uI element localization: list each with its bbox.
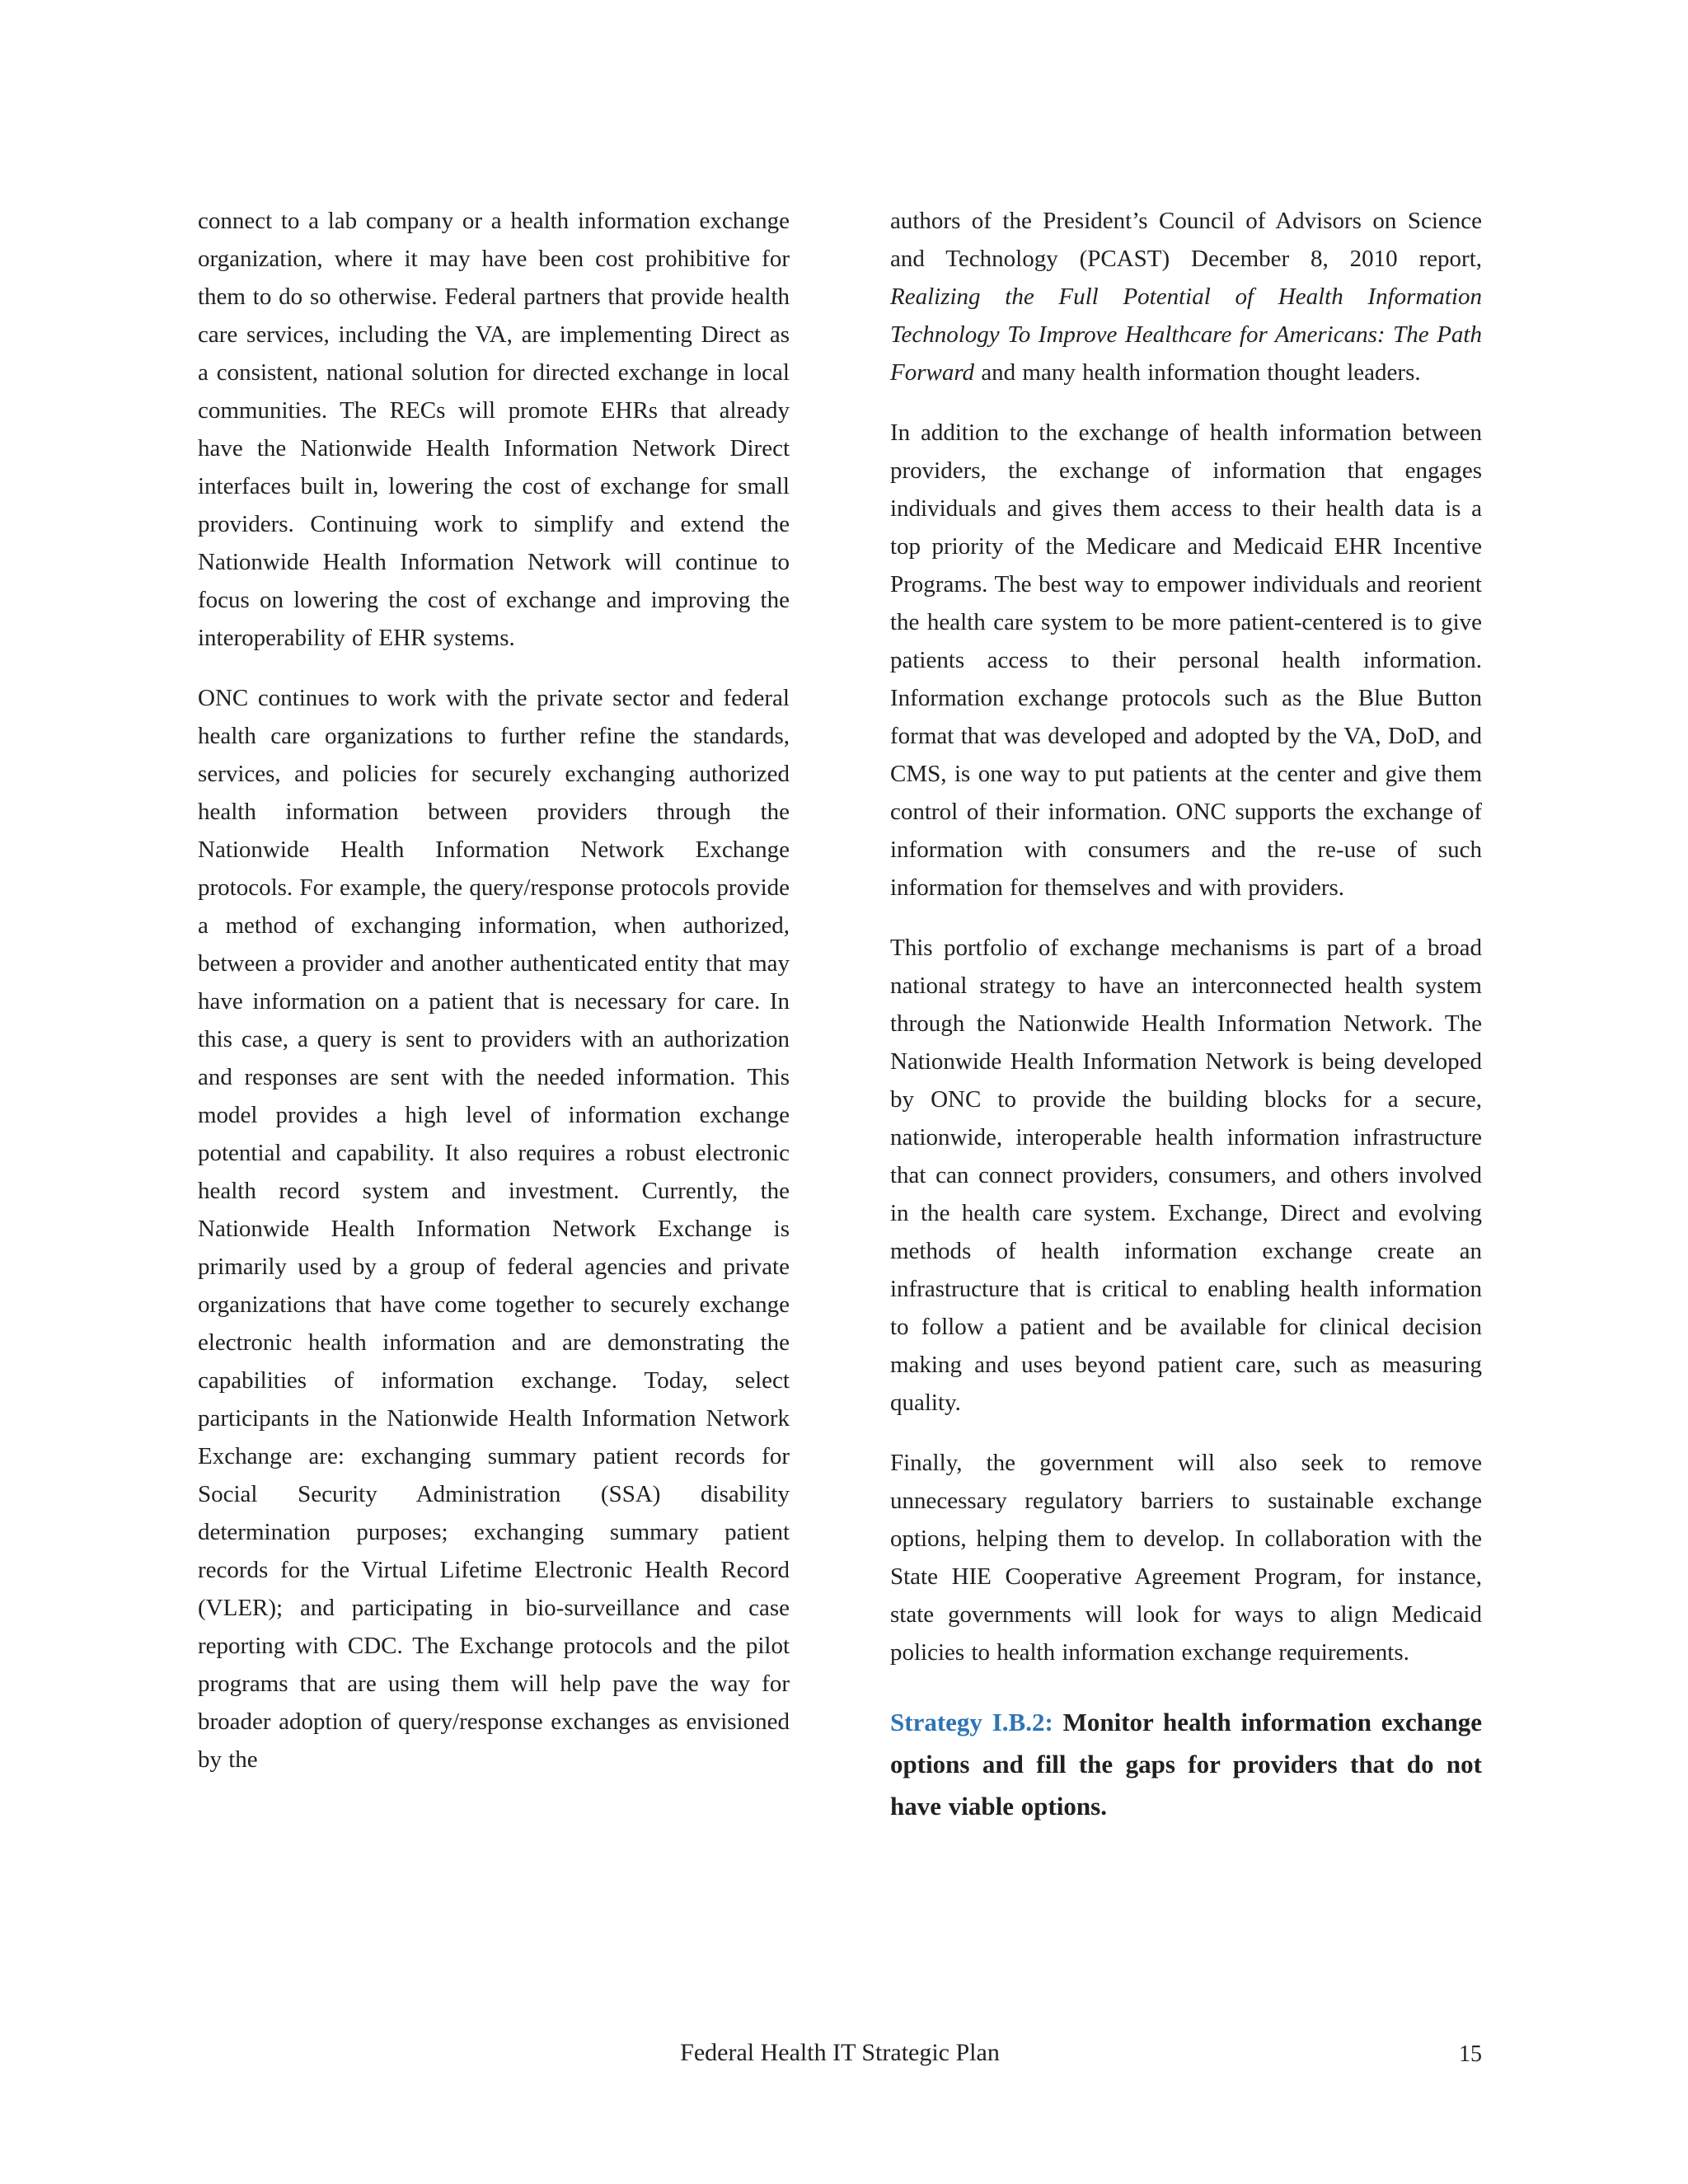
- footer-title: Federal Health IT Strategic Plan: [680, 2039, 1000, 2066]
- paragraph: In addition to the exchange of health information between providers, the exchange of information that engages individuals and gives them access to their health data is a top priority of the Medicare and Medicaid EHR Incentive Programs. The best way to empower individuals and reorient the health care system to be more patient-centered is to give patients access to their personal health information. Information exchange protocols such as the Blue Button format that was developed and adopted by the VA, DoD, and CMS, is one way to put patients at the center and give them control of their information. ONC supports the exchange of information with consumers and the re-use of such information for themselves and with providers.: [890, 419, 1482, 901]
- paragraph-text: and many health information thought leaders.: [974, 359, 1421, 386]
- strategy-label: Strategy I.B.2:: [890, 1708, 1053, 1736]
- paragraph: This portfolio of exchange mechanisms is part of a broad national strategy to have an interconnected health system through the Nationwide Health Information Network. The Nationwide Health Information Network is being developed by ONC to provide the building blocks for a secure, nationwide, interoperable health information infrastructure that can connect providers, consumers, and others involved in the health care system. Exchange, Direct and evolving methods of health information exchange create an infrastructure that is critical to enabling health information to follow a patient and be available for clinical decision making and uses beyond patient care, such as measuring quality.: [890, 935, 1482, 1416]
- strategy-text: Monitor health information exchange options and fill the gaps for providers that do not have viable options.: [890, 1708, 1482, 1821]
- right-column: [890, 202, 1482, 1849]
- footer: [198, 2037, 1482, 2069]
- left-column: [198, 202, 790, 1849]
- page-number: 15: [1459, 2041, 1482, 2067]
- paragraph: ONC continues to work with the private sector and federal health care organizations to further refine the standards, services, and policies for securely exchanging authorized health information between providers through the Nationwide Health Information Network Exchange protocols. For example, the query/response protocols provide a method of exchanging information, when authorized, between a provider and another authenticated entity that may have information on a patient that is necessary for care. In this case, a query is sent to providers with an authorization and responses are sent with the needed information. This model provides a high level of information exchange potential and capability. It also requires a robust electronic health record system and investment. Currently, the Nationwide Health Information Network Exchange is primarily used by a group of federal agencies and private organizations that have come together to securely exchange electronic health information and are demonstrating the capabilities of information exchange. Today, select participants in the Nationwide Health Information Network Exchange are: exchanging summary patient records for Social Security Administration (SSA) disability determination purposes; exchanging summary patient records for the Virtual Lifetime Electronic Health Record (VLER); and participating in bio-surveillance and case reporting with CDC. The Exchange protocols and the pilot programs that are using them will help pave the way for broader adoption of query/response exchanges as envisioned by the: [198, 685, 790, 1773]
- paragraph: [890, 202, 1482, 391]
- paragraph: connect to a lab company or a health information exchange organization, where it may have been cost prohibitive for them to do so otherwise. Federal partners that provide health care services, including the VA, are implementing Direct as a consistent, national solution for directed exchange in local communities. The RECs will promote EHRs that already have the Nationwide Health Information Network Direct interfaces built in, lowering the cost of exchange for small providers. Continuing work to simplify and extend the Nationwide Health Information Network will continue to focus on lowering the cost of exchange and improving the interoperability of EHR systems.: [198, 208, 790, 651]
- paragraph: Finally, the government will also seek to remove unnecessary regulatory barriers to sustainable exchange options, helping them to develop. In collaboration with the State HIE Cooperative Agreement Program, for instance, state governments will look for ways to align Medicaid policies to health information exchange requirements.: [890, 1450, 1482, 1666]
- report-title-italic: Realizing the Full Potential of Health Information Technology To Improve Healthcare for Americans: The Path Forward: [890, 284, 1482, 386]
- paragraph-text: authors of the President’s Council of Advisors on Science and Technology (PCAST) December 8, 2010 report,: [890, 208, 1482, 272]
- strategy-heading: [890, 1701, 1482, 1827]
